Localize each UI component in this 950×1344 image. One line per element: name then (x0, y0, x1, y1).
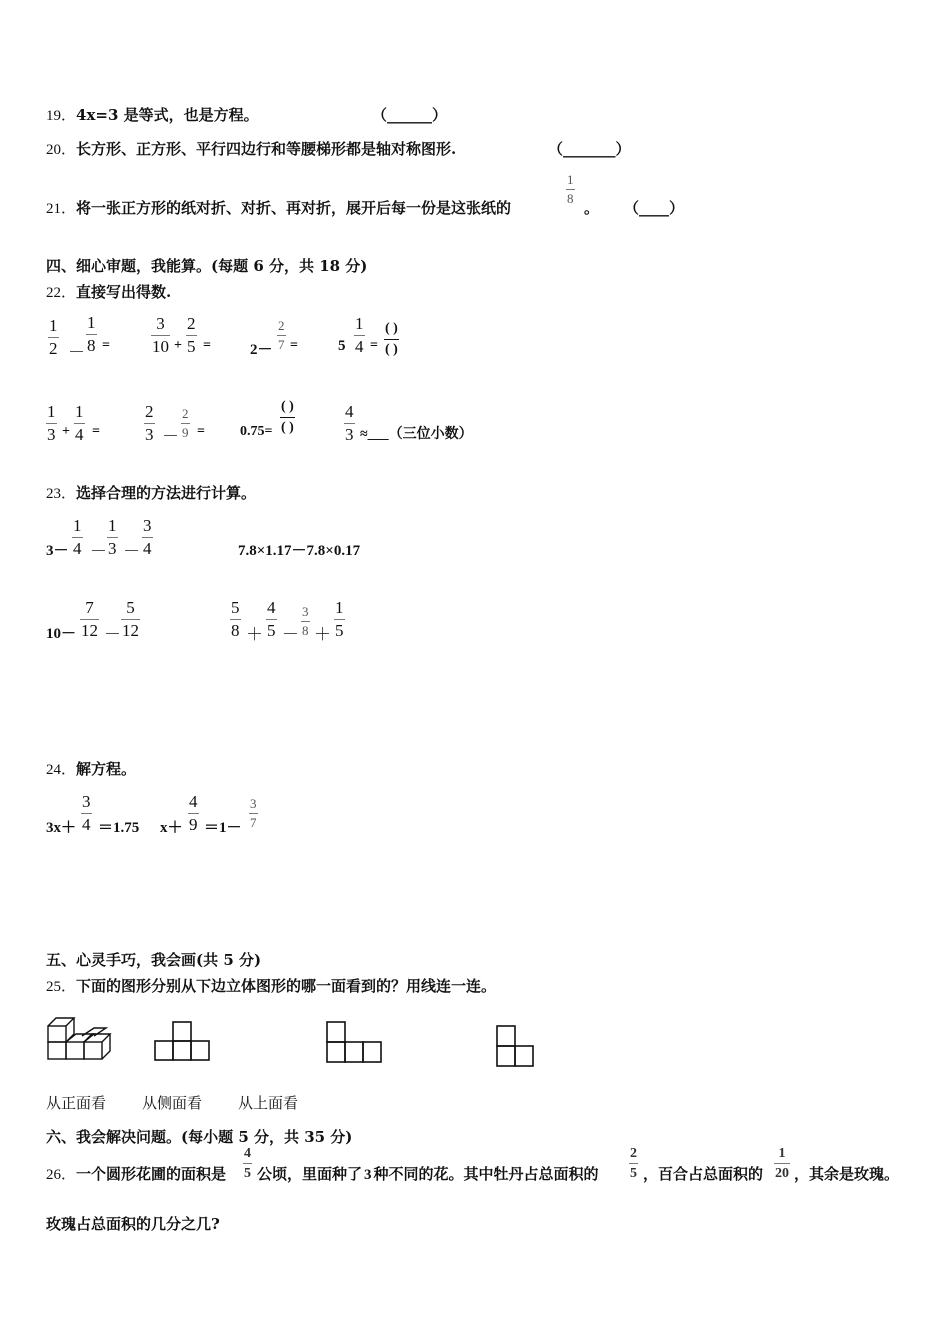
operator: ＋ (314, 625, 331, 644)
view-shape-1[interactable] (154, 1020, 212, 1062)
question-number: 20． (46, 142, 77, 158)
expression: 7.8×1.17－7.8×0.17 (238, 543, 361, 559)
question-26-ask: 玫瑰占总面积的几分之几? (46, 1215, 220, 1233)
section-title: 六、我会解决问题。(每小题 5 分，共 35 分) (46, 1128, 353, 1146)
fraction: 2 3 (145, 402, 154, 444)
question-text: 选择合理的方法进行计算。 (76, 484, 257, 502)
fraction: 7 12 (81, 598, 98, 640)
question-21 (46, 197, 511, 218)
view-shape-2[interactable] (325, 1020, 383, 1064)
question-number: 19． (46, 108, 77, 124)
fraction: 1 8 (87, 313, 96, 355)
fraction: 2 5 (187, 314, 196, 356)
question-24 (46, 758, 136, 779)
equals: = (203, 338, 211, 353)
equals: = (197, 424, 205, 439)
question-number: 26． (46, 1167, 77, 1183)
fraction: 1 20 (775, 1146, 789, 1181)
answer-blank[interactable]: （____） (624, 199, 685, 217)
fraction: 3 7 (250, 796, 257, 830)
operator: － (282, 625, 299, 644)
expression-lead: 2－ (250, 342, 273, 358)
operator: ＋ (246, 625, 263, 644)
approx-blank[interactable]: ≈___（三位小数） (360, 427, 473, 442)
equation-tail: ＝1.75 (98, 820, 140, 836)
question-26-cont: 公顷，里面种了 3 种不同的花。其中牡丹占总面积的 (257, 1165, 599, 1183)
equals: = (290, 338, 298, 353)
question-text: 下面的图形分别从下边立体图形的哪一面看到的？用线连一连。 (76, 977, 497, 995)
fraction: 4 5 (267, 598, 276, 640)
operator: － (123, 542, 140, 561)
question-number: 24． (46, 762, 77, 778)
question-text: 将一张正方形的纸对折、对折、再对折，展开后每一份是这张纸的 (76, 199, 512, 217)
operator: － (68, 343, 85, 362)
question-20 (46, 138, 456, 159)
fraction: 4 5 (244, 1146, 251, 1181)
solid-figure-image (46, 1014, 118, 1062)
question-number: 22． (46, 285, 77, 301)
question-25 (46, 975, 496, 996)
question-text: 解方程。 (76, 760, 137, 778)
view-label-top: 从上面看 (238, 1094, 299, 1112)
punctuation: 。 (584, 199, 600, 217)
equals: = (92, 424, 100, 439)
fraction: 1 4 (75, 402, 84, 444)
view-shape-3[interactable] (495, 1024, 537, 1068)
view-label-side: 从侧面看 (142, 1094, 203, 1112)
operator: + (62, 424, 70, 439)
fraction: 4 9 (189, 792, 198, 834)
view-label-front: 从正面看 (46, 1094, 107, 1112)
answer-blank[interactable]: （______） (372, 106, 448, 124)
fraction: 2 9 (182, 406, 189, 440)
question-26: 26．一个圆形花圃的面积是 (46, 1165, 227, 1183)
question-number: 23． (46, 486, 77, 502)
fraction: 4 3 (345, 402, 354, 444)
operator: － (90, 542, 107, 561)
question-19 (46, 104, 259, 125)
expression-lead: 0.75= (240, 424, 273, 439)
fraction: 5 8 (231, 598, 240, 640)
question-text: 4x=3 是等式，也是方程。 (76, 106, 259, 124)
fraction: 3 4 (82, 792, 91, 834)
fraction: 1 5 (335, 598, 344, 640)
equals: = (102, 338, 110, 353)
fraction: 1 3 (47, 402, 56, 444)
question-text: ，百合占总面积的 (643, 1165, 764, 1183)
operator: － (162, 427, 179, 446)
equation-lead: 3x＋ (46, 820, 77, 836)
question-number: 21． (46, 201, 77, 217)
answer-fraction-blank[interactable]: ( ) ( ) (281, 399, 294, 435)
expression-lead: 3－ (46, 543, 69, 559)
answer-blank[interactable]: （_______） (548, 140, 631, 158)
section-title: 五、心灵手巧，我会画(共 5 分) (46, 951, 262, 969)
operator: － (104, 625, 121, 644)
section-title: 四、细心审题，我能算。(每题 6 分，共 18 分) (46, 257, 368, 275)
fraction: 2 5 (630, 1146, 637, 1181)
question-text: ，其余是玫瑰。 (794, 1165, 900, 1183)
fraction: 1 4 (355, 314, 364, 356)
fraction: 3 8 (302, 604, 309, 638)
fraction: 5 12 (122, 598, 139, 640)
fraction: 1 4 (73, 516, 82, 558)
equation-mid: ＝1－ (204, 820, 242, 836)
expression-lead: 5 (338, 338, 346, 354)
fraction: 1 3 (108, 516, 117, 558)
fraction: 2 7 (278, 318, 285, 352)
operator: + (174, 338, 182, 353)
fraction: 1 2 (49, 316, 58, 358)
equation-lead: x＋ (160, 820, 183, 836)
fraction: 3 10 (152, 314, 169, 356)
fraction: 3 4 (143, 516, 152, 558)
question-number: 25． (46, 979, 77, 995)
question-22 (46, 281, 171, 302)
fraction: 1 8 (567, 172, 574, 206)
question-text: 长方形、正方形、平行四边行和等腰梯形都是轴对称图形. (76, 140, 457, 158)
question-text: 直接写出得数. (76, 283, 172, 301)
answer-fraction-blank[interactable]: ( ) ( ) (385, 321, 398, 357)
equals: = (370, 338, 378, 353)
question-23 (46, 482, 256, 503)
expression-lead: 10－ (46, 626, 77, 642)
